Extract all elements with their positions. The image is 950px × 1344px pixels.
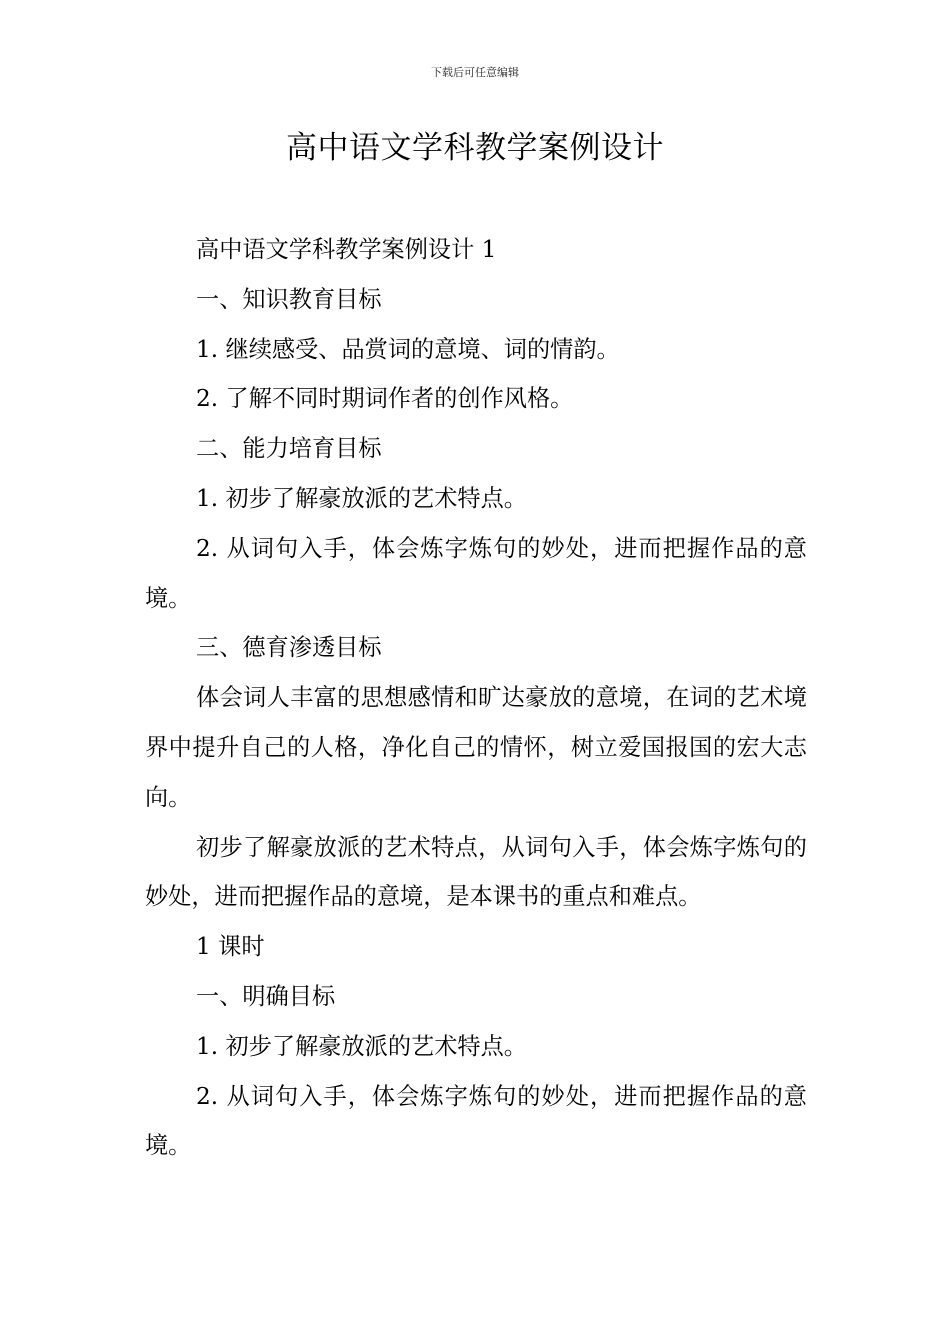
paragraph-item: 2. 从词句入手，体会炼字炼句的妙处，进而把握作品的意境。 xyxy=(145,1082,807,1160)
paragraph-heading-moral-goal: 三、德育渗透目标 xyxy=(196,634,382,662)
header-note: 下载后可任意编辑 xyxy=(431,66,519,79)
paragraph-item: 1. 初步了解豪放派的艺术特点。 xyxy=(196,1032,527,1060)
document-body xyxy=(145,225,807,1171)
paragraph-heading-ability-goal: 二、能力培育目标 xyxy=(196,435,382,463)
paragraph-item: 1. 继续感受、品赏词的意境、词的情韵。 xyxy=(196,335,620,363)
paragraph-item: 1. 初步了解豪放派的艺术特点。 xyxy=(196,484,527,512)
paragraph-subtitle: 高中语文学科教学案例设计 1 xyxy=(196,236,497,263)
paragraph-text: 体会词人丰富的思想感情和旷达豪放的意境，在词的艺术境界中提升自己的人格，净化自己的情怀，树立爱国报国的宏大志向。 xyxy=(145,684,807,811)
paragraph-heading-knowledge-goal: 一、知识教育目标 xyxy=(196,285,382,313)
document-title: 高中语文学科教学案例设计 xyxy=(286,130,664,166)
paragraph-heading-clear-goal: 一、明确目标 xyxy=(196,982,336,1010)
paragraph-item: 2. 了解不同时期词作者的创作风格。 xyxy=(196,385,574,413)
paragraph-text: 初步了解豪放派的艺术特点，从词句入手，体会炼字炼句的妙处，进而把握作品的意境，是本课书的重点和难点。 xyxy=(145,833,807,911)
paragraph-class-hours: 1 课时 xyxy=(196,933,265,961)
paragraph-item: 2. 从词句入手，体会炼字炼句的妙处，进而把握作品的意境。 xyxy=(145,534,807,612)
